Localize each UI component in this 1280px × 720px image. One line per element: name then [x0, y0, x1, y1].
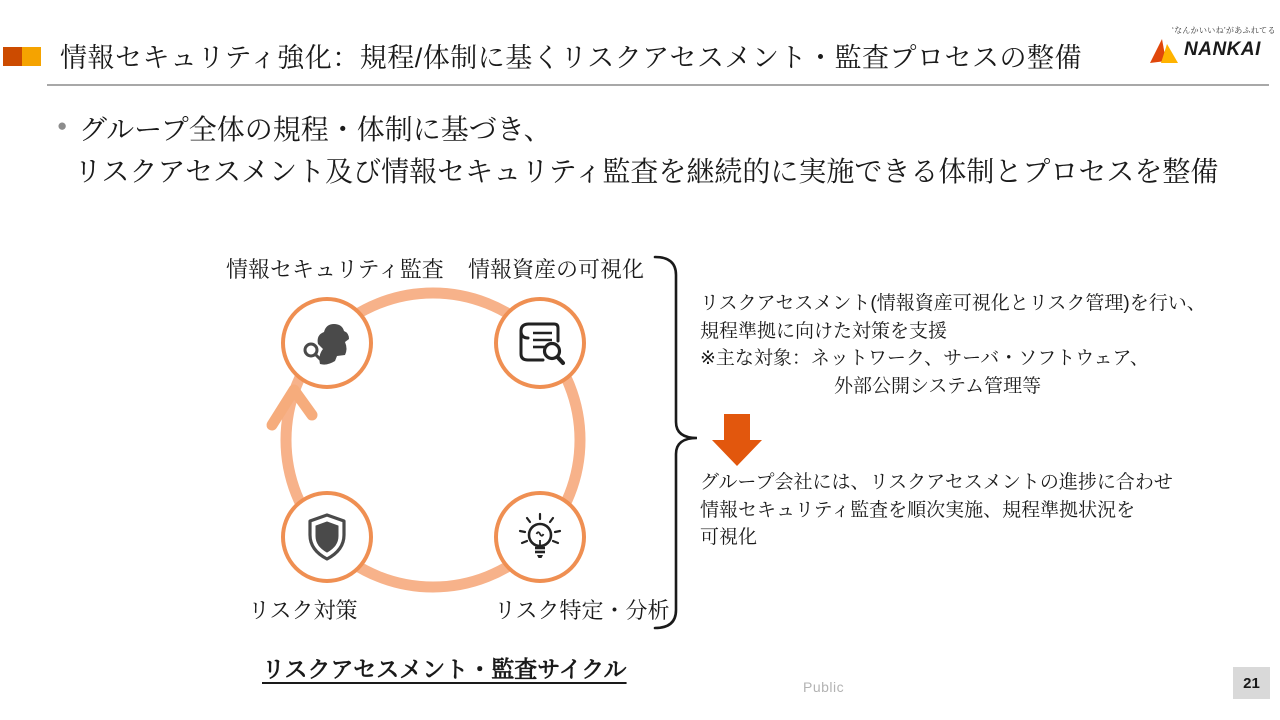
page-number-badge: 21 — [1233, 667, 1270, 699]
lead-line2: リスクアセスメント及び情報セキュリティ監査を継続的に実施できる体制とプロセスを整備 — [74, 156, 1219, 187]
accent-square-amber — [22, 47, 41, 66]
node-risk-identification — [494, 491, 586, 583]
shield-icon — [297, 507, 357, 567]
node-label-asset-visualization: 情報資産の可視化 — [468, 257, 645, 282]
nankai-logo-icon — [1148, 36, 1180, 64]
logo-tagline: ‘なんかいいね’があふれてる — [1172, 26, 1276, 35]
audit-line1: グループ会社には、リスクアセスメントの進捗に合わせ — [700, 472, 1173, 493]
node-label-risk-countermeasure: リスク対策 — [248, 598, 358, 623]
bullet-icon: ● — [57, 116, 68, 135]
node-security-audit — [281, 297, 373, 389]
node-risk-countermeasure — [281, 491, 373, 583]
classification-label: Public — [803, 679, 845, 695]
assessment-line2: 規程準拠に向けた対策を支援 — [700, 320, 948, 342]
assessment-line4: 外部公開システム管理等 — [834, 375, 1042, 397]
audit-line3: 可視化 — [700, 527, 758, 548]
logo-brand: NANKAI — [1184, 39, 1261, 60]
audit-text-block — [700, 469, 1173, 552]
node-asset-visualization — [494, 297, 586, 389]
assessment-text-block — [700, 290, 1206, 400]
assessment-line1: リスクアセスメント(情報資産可視化とリスク管理)を行い、 — [700, 293, 1206, 314]
lead-line1: グループ全体の規程・体制に基づき、 — [79, 114, 552, 145]
lightbulb-icon — [510, 507, 570, 567]
brace-bracket — [648, 250, 708, 640]
page-title: 情報セキュリティ強化：規程/体制に基くリスクアセスメント・監査プロセスの整備 — [60, 43, 1082, 73]
cycle-caption: リスクアセスメント・監査サイクル — [262, 656, 627, 682]
document-search-icon — [510, 313, 570, 373]
audit-line2: 情報セキュリティ監査を順次実施、規程準拠状況を — [700, 499, 1136, 521]
accent-square-dark — [3, 47, 22, 66]
assessment-line3: ※主な対象：ネットワーク、サーバ・ソフトウェア、 — [700, 348, 1149, 369]
title-divider — [47, 84, 1269, 86]
detective-icon — [297, 313, 357, 373]
node-label-security-audit: 情報セキュリティ監査 — [226, 257, 444, 282]
down-arrow-icon — [710, 414, 764, 468]
node-label-risk-identification: リスク特定・分析 — [494, 598, 670, 623]
